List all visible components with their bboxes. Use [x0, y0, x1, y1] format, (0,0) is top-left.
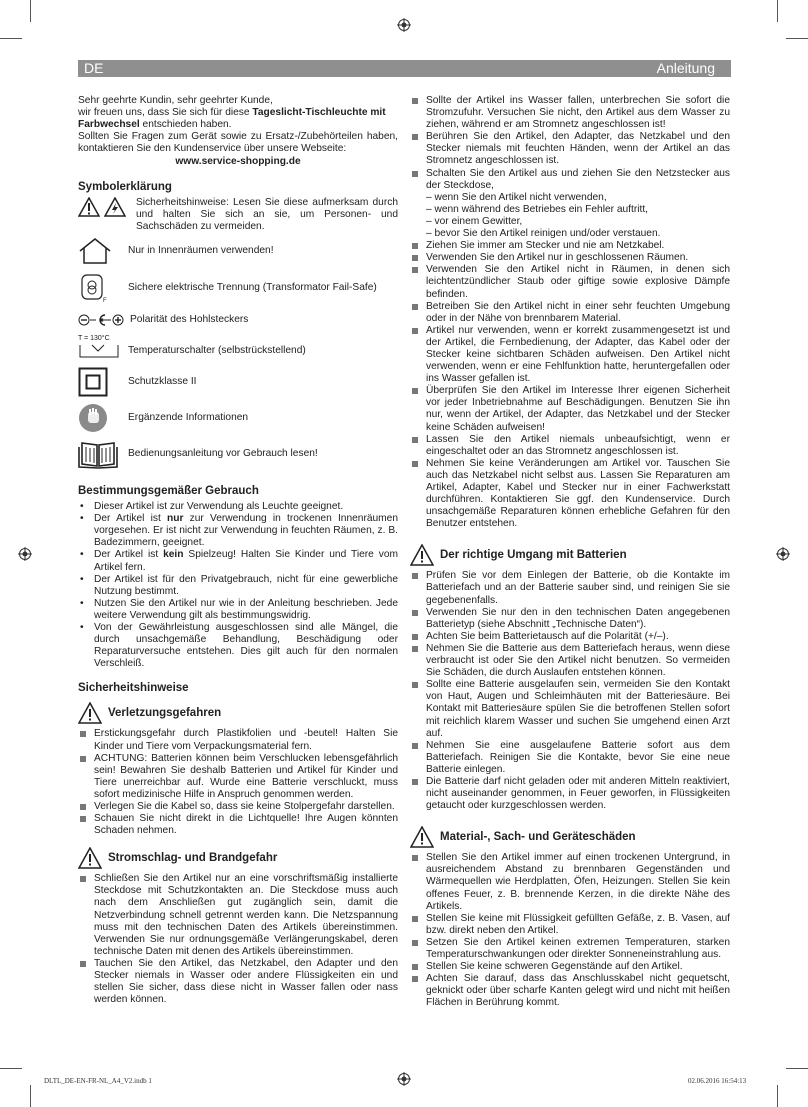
registration-mark-icon	[18, 547, 32, 561]
left-column	[78, 95, 398, 1006]
page-title: Anleitung	[656, 60, 715, 76]
list-item: Betreiben Sie den Artikel nicht in einer sehr feuchten Umgebung oder in der Nähe von brennbarem Material.	[410, 301, 730, 325]
crop-mark	[777, 0, 778, 22]
symbol-row	[78, 237, 398, 265]
info-hand-icon	[78, 403, 108, 433]
svg-text:F: F	[103, 297, 107, 303]
symbol-row	[78, 197, 398, 233]
list-subitem: – wenn während des Betriebes ein Fehler auftritt,	[426, 203, 648, 215]
list-item: Nehmen Sie eine ausgelaufene Batterie sofort aus dem Batteriefach. Reinigen Sie die Kontakte, bevor Sie eine neue Batterie einlegen.	[410, 740, 730, 776]
list-subitem: – bevor Sie den Artikel reinigen und/oder verstauen.	[426, 228, 661, 240]
damage-list	[410, 852, 730, 1009]
symbol-row	[78, 367, 398, 397]
damage-heading: Material-, Sach- und Geräteschäden	[410, 826, 730, 848]
list-item: Stellen Sie keine schweren Gegenstände auf den Artikel.	[410, 961, 730, 973]
list-item: • Der Artikel ist kein Spielzeug! Halten Sie Kinder und Tiere vom Artikel fern.	[78, 549, 398, 573]
list-item: ACHTUNG: Batterien können beim Verschlucken lebensgefährlich sein! Bewahren Sie deshalb Batterien und Artikel für Kinder und Tiere unerreichbar auf. Wurde eine Batterie verschluckt, muss sofort medizinische Hilfe in Anspruch genommen werden.	[78, 753, 398, 801]
list-item: • Dieser Artikel ist zur Verwendung als Leuchte geeignet.	[78, 501, 398, 513]
intended-use-heading: Bestimmungsgemäßer Gebrauch	[78, 484, 259, 497]
list-item: Tauchen Sie den Artikel, das Netzkabel, den Adapter und den Stecker niemals in Wasser oder andere Flüssigkeiten ein und stellen Sie sicher, dass diese nicht in Wasser fallen oder nass werden können.	[78, 958, 398, 1006]
safety-heading: Sicherheitshinweise	[78, 682, 189, 695]
symbols-heading: Symbolerklärung	[78, 180, 172, 193]
crop-mark	[0, 38, 22, 39]
language-label: DE	[84, 60, 104, 76]
symbol-text: Nur in Innenräumen verwenden!	[128, 244, 274, 256]
list-item: Berühren Sie den Artikel, den Adapter, das Netzkabel und den Stecker niemals mit feuchten Händen, wenn der Artikel an das Stromnetz angeschlossen ist.	[410, 131, 730, 167]
transformer-icon	[78, 273, 108, 303]
shock-heading: Stromschlag- und Brandgefahr	[78, 847, 398, 869]
list-item: Achten Sie beim Batterietausch auf die Polarität (+/–).	[410, 631, 730, 643]
right-column	[410, 95, 730, 1009]
crop-mark	[786, 1068, 808, 1069]
list-item: Nehmen Sie keine Veränderungen am Artikel vor. Tauschen Sie auch das Netzkabel nicht selbst aus. Lassen Sie Reparaturen am Artikel, Adapter, Kabel und Stecker nur in einer Fachwerkstatt durchführen. Kontaktieren Sie ggf. den Kundenservice. Durch unsachgemäße Reparaturen können erhebliche Gefahren für den Benutzer entstehen.	[410, 458, 730, 531]
crop-mark	[30, 1085, 31, 1107]
crop-mark	[0, 1068, 22, 1069]
crop-mark	[30, 0, 31, 22]
warning-icon	[78, 197, 100, 217]
list-item: Setzen Sie den Artikel keinen extremen Temperaturen, starken Temperaturschwankungen oder direkter Sonneneinstrahlung aus.	[410, 937, 730, 961]
thermostat-label: T = 130°C	[78, 334, 110, 342]
list-item: Achten Sie darauf, dass das Anschlusskabel nicht gequetscht, geknickt oder über scharfe Kanten gelegt wird und nicht mit heißen Flächen in Berührung kommt.	[410, 973, 730, 1009]
list-item: Schalten Sie den Artikel aus und ziehen Sie den Netzstecker aus der Steckdose,	[410, 168, 730, 192]
crop-mark	[777, 1085, 778, 1107]
list-item: Stellen Sie den Artikel immer auf einen trockenen Untergrund, in ausreichendem Abstand zu brennbaren Gegenständen und Wärmequellen wie Herdplatten, Öfen, Heizungen. Stellen Sie kein offenes Feuer, z. B. brennende Kerzen, in die direkte Nähe des Artikels.	[410, 852, 730, 912]
symbol-row	[78, 439, 398, 469]
symbol-text: Ergänzende Informationen	[128, 411, 249, 423]
registration-mark-icon	[776, 547, 790, 561]
crop-mark	[786, 38, 808, 39]
protection-class-icon	[78, 367, 108, 397]
symbol-row	[78, 335, 398, 359]
high-voltage-icon	[104, 197, 126, 217]
house-icon	[78, 237, 112, 265]
list-item: Artikel nur verwenden, wenn er korrekt zusammengesetzt ist und der Artikel, die Fernbedienung, der Adapter, das Kabel oder der Stecker keine sichtbaren Schäden aufweisen. Den Artikel nicht verwenden, wenn er eine Fehlfunktion hatte, heruntergefallen oder ins Wasser gefallen ist.	[410, 325, 730, 385]
list-item: Überprüfen Sie den Artikel im Interesse Ihrer eigenen Sicherheit vor jeder Inbetriebnahme auf Beschädigungen. Benutzen Sie ihn nur, wenn der Artikel, der Adapter, das Netzkabel und der Stecker keine Schäden aufweisen!	[410, 385, 730, 433]
website-link[interactable]: www.service-shopping.de	[175, 156, 301, 168]
list-item: Schauen Sie nicht direkt in die Lichtquelle! Ihre Augen könnten Schaden nehmen.	[78, 813, 398, 837]
injury-heading: Verletzungsgefahren	[78, 702, 398, 724]
list-item: Verlegen Sie die Kabel so, dass sie keine Stolpergefahr darstellen.	[78, 801, 398, 813]
list-item: Lassen Sie den Artikel niemals unbeaufsichtigt, wenn er eingeschaltet oder an das Stromnetz angeschlossen ist.	[410, 434, 730, 458]
list-item: Erstickungsgefahr durch Plastikfolien und -beutel! Halten Sie Kinder und Tiere vom Verpackungsmaterial fern.	[78, 728, 398, 752]
injury-list	[78, 728, 398, 837]
list-item: Schließen Sie den Artikel nur an eine vorschriftsmäßig installierte Steckdose mit Schutzkontakten an. Die Steckdose muss auch nach dem Anschließen gut zugänglich sein, damit die Netzverbindung schnell getrennt werden kann. Die Netzspannung muss mit den technischen Daten des Artikels übereinstimmen. Verwenden Sie nur ordnungsgemäße Verlängerungskabel, deren technische Daten mit denen des Artikels übereinstimmen.	[78, 873, 398, 958]
header-banner	[78, 60, 731, 77]
list-item: Stellen Sie keine mit Flüssigkeit gefüllten Gefäße, z. B. Vasen, auf bzw. direkt neben den Artikel.	[410, 913, 730, 937]
symbol-text: Sichere elektrische Trennung (Transformator Fail-Safe)	[128, 281, 377, 293]
list-item: Prüfen Sie vor dem Einlegen der Batterie, ob die Kontakte im Batteriefach und an der Batterie sauber sind, und reinigen Sie sie gegebenenfalls.	[410, 570, 730, 606]
list-item: Verwenden Sie nur den in den technischen Daten angegebenen Batterietyp (siehe Abschnitt „Technische Daten“).	[410, 607, 730, 631]
contact-text: Sollten Sie Fragen zum Gerät sowie zu Ersatz-/Zubehörteilen haben, kontaktieren Sie den Kundenservice über unsere Webseite:	[78, 131, 398, 155]
batteries-heading: Der richtige Umgang mit Batterien	[410, 544, 730, 566]
shock-list	[78, 873, 398, 1006]
safety-list-continued	[410, 95, 730, 530]
symbol-row	[78, 273, 398, 303]
symbol-row	[78, 313, 398, 327]
list-item: Die Batterie darf nicht geladen oder mit anderen Mitteln reaktiviert, nicht auseinander genommen, in Feuer geworfen, in Flüssigkeiten getaucht oder kurzgeschlossen werden.	[410, 776, 730, 812]
footer-file: DLTL_DE-EN-FR-NL_A4_V2.indb 1	[44, 1077, 152, 1085]
list-item: Nehmen Sie die Batterie aus dem Batteriefach heraus, wenn diese verbraucht ist oder Sie den Artikel nicht benutzen. So vermeiden Sie Schäden, die durch Auslaufen entstehen können.	[410, 643, 730, 679]
batteries-list	[410, 570, 730, 812]
warning-icon	[410, 826, 434, 848]
manual-icon	[78, 439, 118, 469]
list-item: • Der Artikel ist für den Privatgebrauch, nicht für eine gewerbliche Nutzung bestimmt.	[78, 574, 398, 598]
list-item: Verwenden Sie den Artikel nicht in Räumen, in denen sich leichtentzündlicher Staub oder giftige sowie explosive Dämpfe befinden.	[410, 264, 730, 300]
footer-date: 02.06.2016 16:54:13	[688, 1077, 747, 1085]
list-item: Verwenden Sie den Artikel nur in geschlossenen Räumen.	[410, 252, 730, 264]
greeting: Sehr geehrte Kundin, sehr geehrter Kunde,	[78, 95, 273, 106]
list-subitem: – vor einem Gewitter,	[426, 215, 523, 227]
list-item: Ziehen Sie immer am Stecker und nie am Netzkabel.	[410, 240, 730, 252]
polarity-icon	[78, 313, 124, 327]
symbol-text: Polarität des Hohlsteckers	[130, 313, 249, 325]
warning-icon	[410, 544, 434, 566]
list-item: • Von der Gewährleistung ausgeschlossen sind alle Mängel, die durch unsachgemäße Behandlung, Beschädigung oder Reparaturversuche entstehen. Dies gilt auch für den normalen Verschleiß.	[78, 622, 398, 670]
warning-icon	[78, 702, 102, 724]
symbol-text: Sicherheitshinweise: Lesen Sie diese aufmerksam durch und halten Sie sich an sie, um Personen- und Sachschäden zu vermeiden.	[136, 196, 398, 232]
list-item: Sollte eine Batterie ausgelaufen sein, vermeiden Sie den Kontakt von Haut, Augen und Schleimhäuten mit der Batteriesäure. Bei Kontakt mit Batteriesäure spülen Sie die betroffenen Stellen sofort mit reichlich klarem Wasser und suchen Sie umgehend einen Arzt auf.	[410, 679, 730, 739]
symbol-text: Bedienungsanleitung vor Gebrauch lesen!	[128, 447, 318, 459]
intro-text: wir freuen uns, dass Sie sich für diese Tageslicht-Tischleuchte mit Farbwechsel entschieden haben.	[78, 107, 386, 131]
symbol-text: Temperaturschalter (selbstrückstellend)	[128, 344, 306, 356]
list-item: • Der Artikel ist nur zur Verwendung in trockenen Innenräumen vorgesehen. Er ist nicht zur Verwendung in feuchten Räumen, z. B. Badezimmern, geeignet.	[78, 513, 398, 549]
registration-mark-icon	[397, 1072, 411, 1086]
list-item: • Nutzen Sie den Artikel nur wie in der Anleitung beschrieben. Jede weitere Verwendung gilt als bestimmungswidrig.	[78, 598, 398, 622]
symbol-text: Schutzklasse II	[128, 375, 197, 387]
symbol-row	[78, 403, 398, 433]
registration-mark-icon	[397, 18, 411, 32]
thermostat-icon	[78, 343, 122, 359]
warning-icon	[78, 847, 102, 869]
list-subitem: – wenn Sie den Artikel nicht verwenden,	[426, 191, 607, 203]
list-item: Sollte der Artikel ins Wasser fallen, unterbrechen Sie sofort die Stromzufuhr. Versuchen Sie nicht, den Artikel aus dem Wasser zu ziehen, während er am Stromnetz angeschlossen ist!	[410, 95, 730, 131]
intended-use-list	[78, 501, 398, 670]
